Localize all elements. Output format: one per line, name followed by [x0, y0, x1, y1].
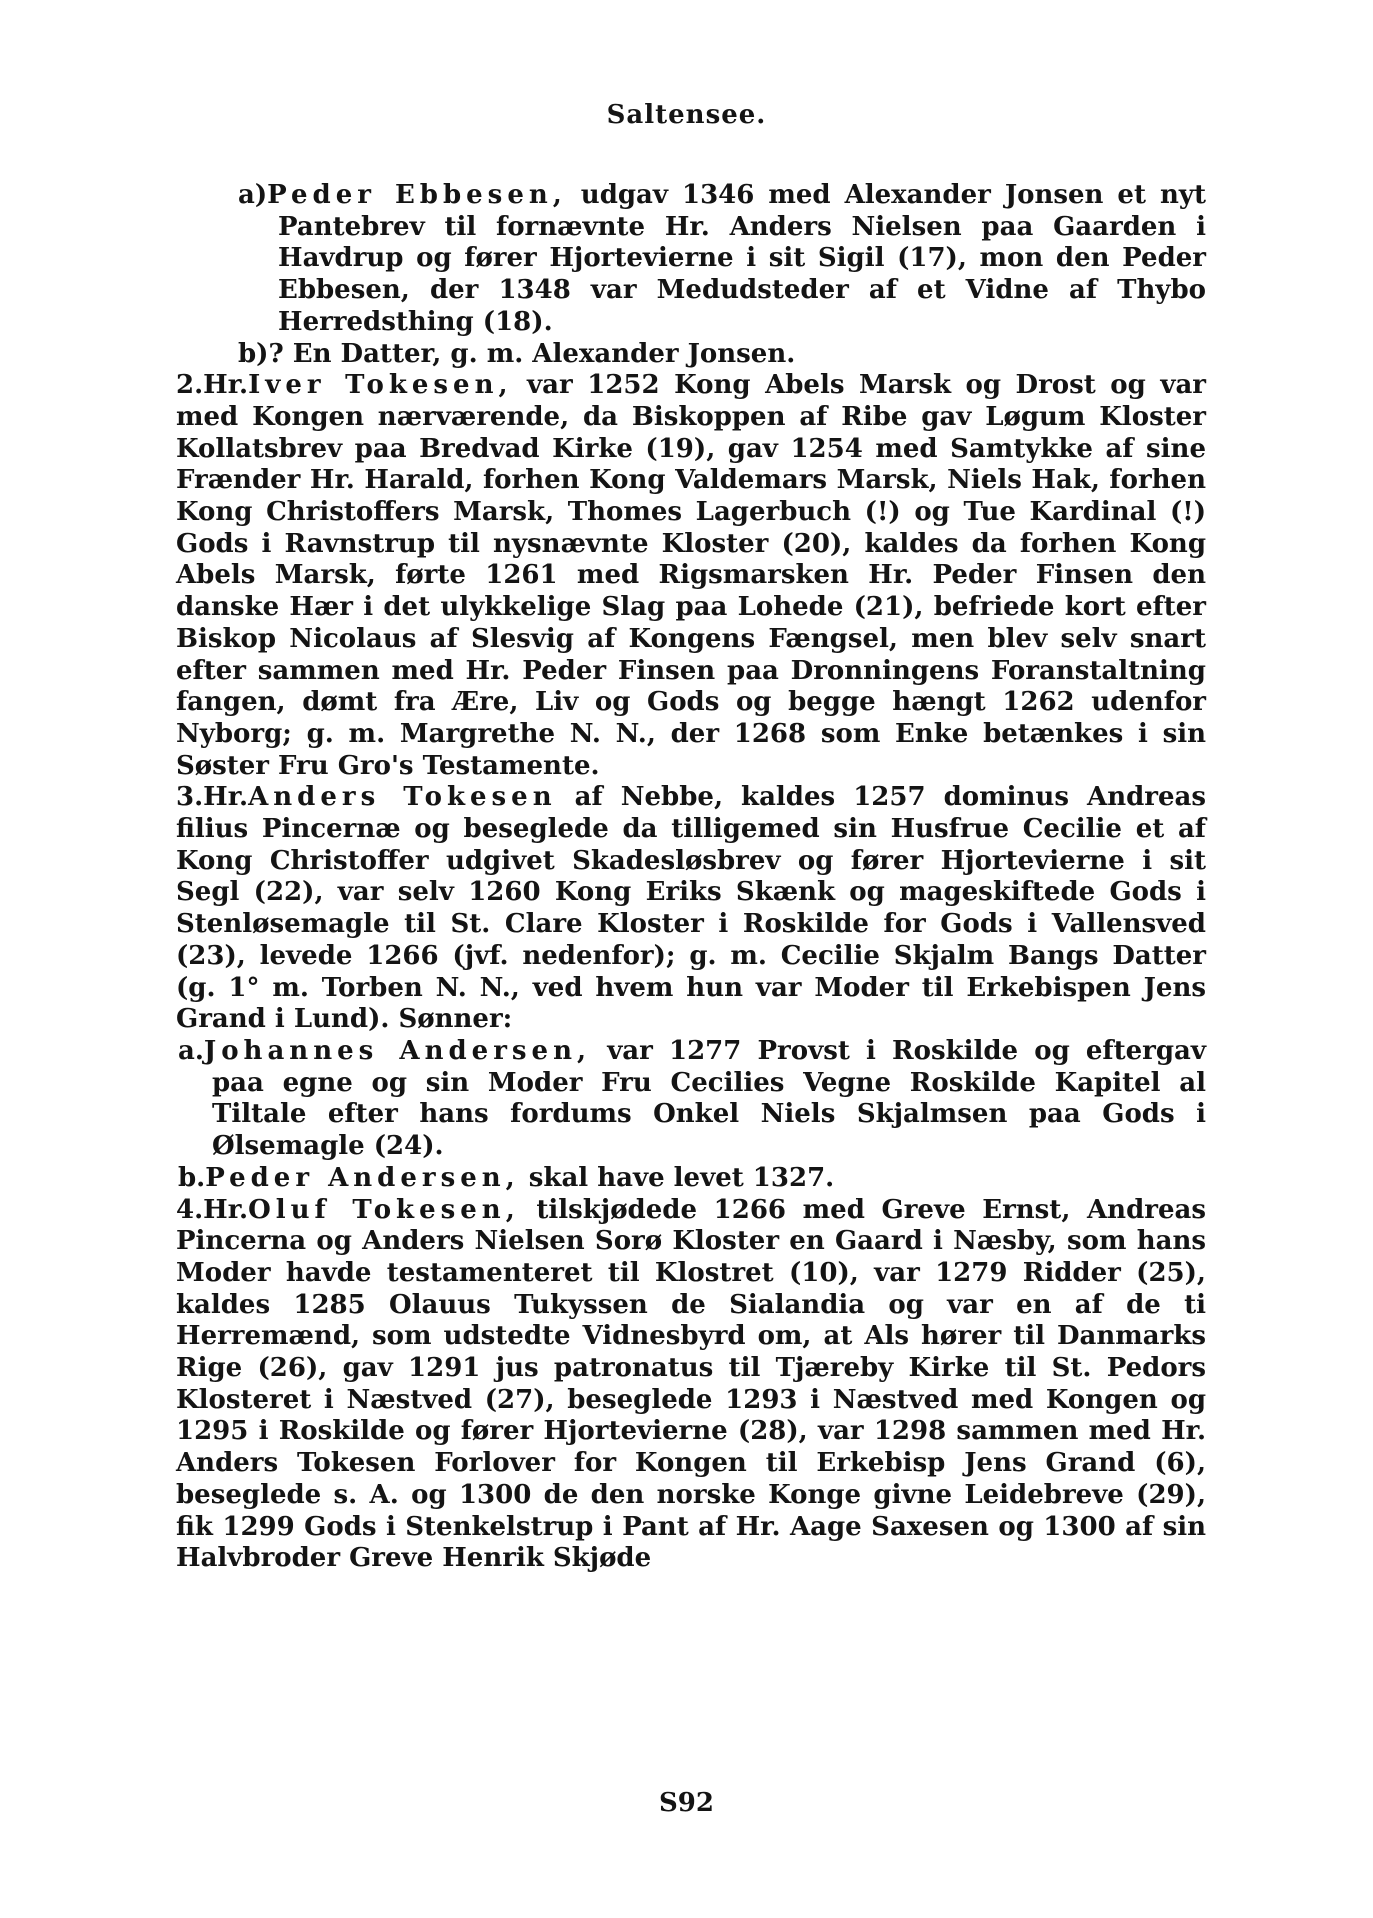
- entry-text: var 1277 Provst i Roskilde og eftergav paa egne og sin Moder Fru Cecilies Vegne Roskilde Kapitel al Tiltale efter hans fordums Onkel Niels Skjalmsen paa Gods i Ølsemagle (24).: [212, 1035, 1207, 1162]
- entry-name: Peder Andersen,: [205, 1162, 520, 1193]
- entry-marker: b)?: [238, 338, 284, 369]
- entry-marker: 4.: [176, 1194, 204, 1225]
- entry-text: skal have levet 1327.: [519, 1162, 835, 1193]
- entry-marker: a): [238, 180, 268, 210]
- entry-prefix: Hr.: [203, 370, 249, 401]
- entry-text: var 1252 Kong Abels Marsk og Drost og var med Kongen nærværende, da Biskoppen af Ribe gav Løgum Kloster Kollatsbrev paa Bredvad Kirke (19), gav 1254 med Samtykke af sine Frænder Hr. Harald, forhen Kong Valdemars Marsk, Niels Hak, forhen Kong Christoffers Marsk, Thomes Lagerbuch (!) og Tue Kardinal (!) Gods i Ravnstrup til nysnævnte Kloster (20), kaldes da forhen Kong Abels Marsk, førte 1261 med Rigsmarsken Hr. Peder Finsen den danske Hær i det ulykkelige Slag paa Lohede (21), befriede kort efter Biskop Nicolaus af Slesvig af Kongens Fængsel, men blev selv snart efter sammen med Hr. Peder Finsen paa Dronningens Foranstaltning fangen, dømt fra Ære, Liv og Gods og begge hængt 1262 udenfor Nyborg; g. m. Margrethe N. N., der 1268 som Enke betænkes i sin Søster Fru Gro's Testamente.: [176, 370, 1206, 781]
- running-header: Saltensee.: [606, 100, 767, 130]
- entry-marker: 2.: [176, 370, 204, 401]
- entry-text: tilskjødede 1266 med Greve Ernst, Andreas Pincerna og Anders Nielsen Sorø Kloster en Gaard i Næsby, som hans Moder havde testamenteret til Klostret (10), var 1279 Ridder (25), kaldes 1285 Olauus Tukyssen de Sialandia og var en af de ti Herremænd, som udstedte Vidnesbyrd om, at Als hører til Danmarks Rige (26), gav 1291 jus patronatus til Tjæreby Kirke til St. Pedors Klosteret i Næstved (27), beseglede 1293 i Næstved med Kongen og 1295 i Roskilde og fører Hjortevierne (28), var 1298 sammen med Hr. Anders Tokesen Forlover for Kongen til Erkebisp Jens Grand (6), beseglede s. A. og 1300 de den norske Konge givne Leidebreve (29), fik 1299 Gods i Stenkelstrup i Pant af Hr. Aage Saxesen og 1300 af sin Halvbroder Greve Henrik Skjøde: [176, 1194, 1206, 1574]
- entry-prefix: Hr.: [203, 1194, 249, 1225]
- entry-marker: b.: [178, 1162, 206, 1193]
- entry-text: En Datter, g. m. Alexander Jonsen.: [283, 338, 796, 369]
- body-text: [176, 180, 1206, 1575]
- entry-text: af Nebbe, kaldes 1257 dominus Andreas filius Pincernæ og beseglede da tilligemed sin Husfrue Cecilie et af Kong Christoffer udgivet Skadesløsbrev og fører Hjortevierne i sit Segl (22), var selv 1260 Kong Eriks Skænk og mageskiftede Gods i Stenløsemagle til St. Clare Kloster i Roskilde for Gods i Vallensved (23), levede 1266 (jvf. nedenfor); g. m. Cecilie Skjalm Bangs Datter (g. 1° m. Torben N. N., ved hvem hun var Moder til Erkebispen Jens Grand i Lund). Sønner:: [176, 782, 1206, 1035]
- entry-4-oluf-tokesen: [176, 1195, 1206, 1575]
- entry-name: Iver Tokesen,: [248, 370, 513, 401]
- entry-a-peder-ebbesen: [176, 180, 1206, 339]
- page-number: S92: [659, 1788, 714, 1818]
- entry-marker: 3.: [176, 782, 204, 813]
- entry-name: Oluf Tokesen,: [248, 1194, 520, 1225]
- entry-name: Anders Tokesen: [248, 782, 557, 813]
- entry-b-peder-andersen: [176, 1163, 1206, 1195]
- entry-name: Johannes Andersen,: [203, 1035, 592, 1066]
- entry-text: udgav 1346 med Alexander Jonsen et nyt Pantebrev til fornævnte Hr. Anders Nielsen paa Gaarden i Havdrup og fører Hjortevierne i sit Sigil (17), mon den Peder Ebbesen, der 1348 var Medudsteder af et Vidne af Thybo Herredsthing (18).: [278, 180, 1206, 337]
- entry-b-datter: [176, 339, 1206, 371]
- entry-marker: a.: [178, 1035, 204, 1066]
- entry-name: Peder Ebbesen,: [267, 180, 567, 210]
- entry-prefix: Hr.: [203, 782, 249, 813]
- entry-a-johannes-andersen: [176, 1036, 1206, 1163]
- entry-3-anders-tokesen: [176, 782, 1206, 1036]
- entry-2-iver-tokesen: [176, 370, 1206, 782]
